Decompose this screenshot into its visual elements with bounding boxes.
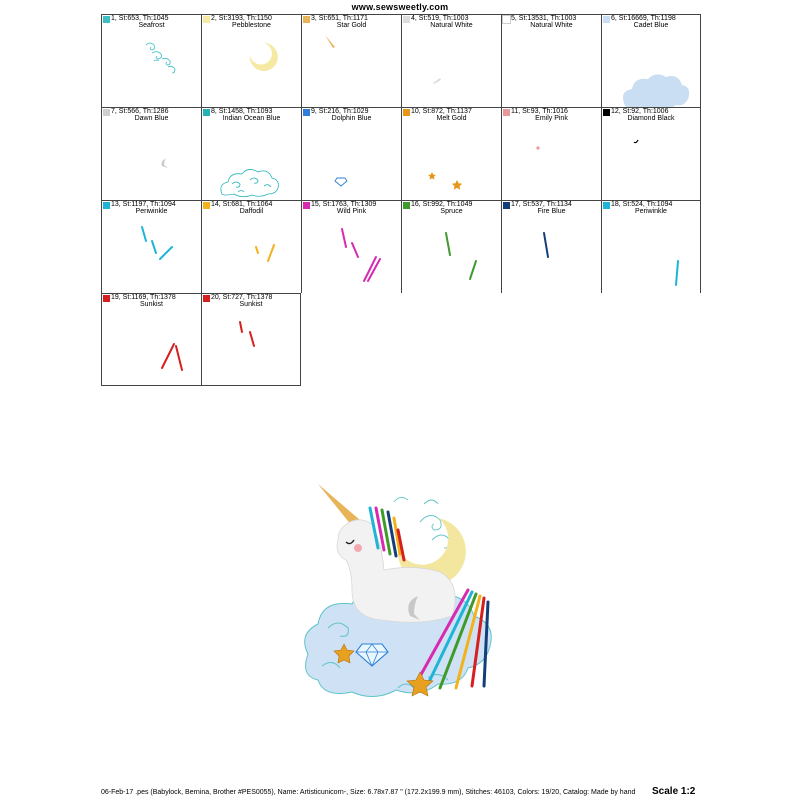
- color-info: 11, St:93, Th:1016: [511, 108, 568, 115]
- footer-info: 06-Feb-17 .pes (Babylock, Bernina, Brother #PES0055), Name: Artisticunicorn-, Size: 6.78x7.87 " (172.2x199.9 mm), Stitches: 46103, Colors: 19/20, Catalog: Made by hand: [101, 789, 636, 796]
- embroidery-design-preview: [298, 478, 502, 710]
- thread-name: Sunkist: [140, 301, 163, 308]
- thread-name: Cadet Blue: [633, 22, 669, 29]
- thread-name: Star Gold: [336, 22, 367, 29]
- thread-name: Periwinkle: [135, 208, 168, 215]
- color-cell-1: [101, 14, 201, 107]
- thread-name: Wild Pink: [336, 208, 367, 215]
- color-info: 5, St:13531, Th:1003: [511, 15, 577, 22]
- thread-name: Natural White: [530, 22, 573, 29]
- thread-name: Dawn Blue: [134, 115, 169, 122]
- thread-name: Natural White: [430, 22, 473, 29]
- thread-name: Sunkist: [239, 301, 263, 308]
- color-cell-11: [501, 107, 601, 200]
- color-cell-5: [501, 14, 601, 107]
- color-info: 10, St:872, Th:1137: [411, 108, 472, 115]
- color-info: 4, St:519, Th:1003: [411, 15, 469, 22]
- color-cell-20: [201, 293, 301, 386]
- color-cell-7: [101, 107, 201, 200]
- color-info: 6, St:16669, Th:1198: [611, 15, 676, 22]
- color-cell-16: [401, 200, 501, 293]
- color-info: 20, St:727, Th:1378: [211, 294, 273, 301]
- color-cell-19: [101, 293, 201, 386]
- color-info: 12, St:92, Th:1006: [611, 108, 669, 115]
- color-cell-13: [101, 200, 201, 293]
- color-cell-6: [601, 14, 701, 107]
- color-cell-18: [601, 200, 701, 293]
- color-cell-3: [301, 14, 401, 107]
- color-info: 9, St:216, Th:1029: [311, 108, 369, 115]
- thread-name: Seafrost: [138, 22, 165, 29]
- thread-name: Indian Ocean Blue: [222, 115, 281, 122]
- scale-label: Scale 1:2: [652, 786, 696, 797]
- site-url: www.sewsweetly.com: [351, 2, 449, 12]
- color-info: 16, St:992, Th:1049: [411, 201, 473, 208]
- color-cell-12: [601, 107, 701, 200]
- thread-name: Fire Blue: [537, 208, 566, 215]
- color-cell-8: [201, 107, 301, 200]
- color-info: 14, St:681, Th:1064: [211, 201, 273, 208]
- thread-name: Melt Gold: [436, 115, 467, 122]
- color-cell-14: [201, 200, 301, 293]
- color-cell-9: [301, 107, 401, 200]
- color-info: 17, St:537, Th:1134: [511, 201, 572, 208]
- color-cell-2: [201, 14, 301, 107]
- thread-name: Pebblestone: [232, 22, 271, 29]
- thread-name: Dolphin Blue: [331, 115, 372, 122]
- color-info: 8, St:1458, Th:1093: [211, 108, 273, 115]
- color-info: 15, St:1763, Th:1309: [311, 201, 377, 208]
- color-cell-10: [401, 107, 501, 200]
- color-info: 3, St:651, Th:1171: [311, 15, 368, 22]
- color-info: 7, St:566, Th:1286: [111, 108, 169, 115]
- color-sequence-grid: [101, 14, 701, 386]
- thread-name: Spruce: [440, 208, 463, 215]
- thread-name: Daffodil: [239, 208, 264, 215]
- color-cell-4: [401, 14, 501, 107]
- color-cell-17: [501, 200, 601, 293]
- color-info: 13, St:1197, Th:1094: [111, 201, 176, 208]
- thread-name: Periwinkle: [635, 208, 667, 215]
- color-cell-15: [301, 200, 401, 293]
- color-info: 18, St:524, Th:1094: [611, 201, 673, 208]
- thread-name: Emily Pink: [535, 115, 568, 122]
- color-info: 19, St:1169, Th:1378: [111, 294, 176, 301]
- thread-name: Diamond Black: [627, 115, 675, 122]
- color-info: 2, St:3193, Th:1150: [211, 15, 272, 22]
- color-info: 1, St:653, Th:1045: [111, 15, 169, 22]
